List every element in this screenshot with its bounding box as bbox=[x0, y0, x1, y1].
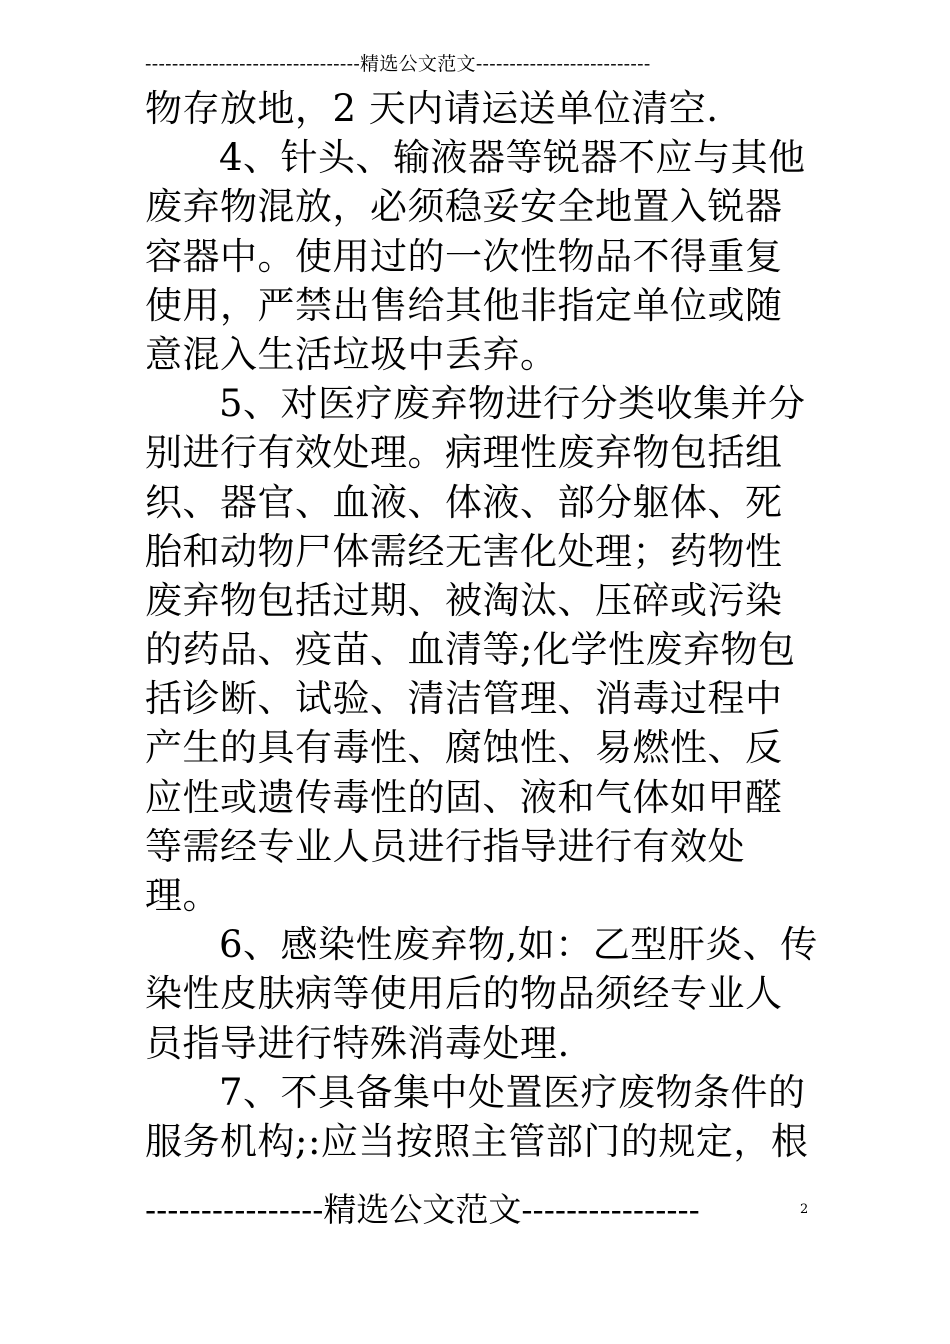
text-line: 产生的具有毒性、腐蚀性、易燃性、反 bbox=[145, 726, 783, 770]
text-line: 物存放地，2 天内请运送单位清空. bbox=[145, 87, 719, 130]
text-line: 服务机构;:应当按照主管部门的规定，根 bbox=[145, 1119, 809, 1163]
text-line: 染性皮肤病等使用后的物品须经专业人 bbox=[145, 972, 783, 1016]
paragraph-start-line: 6、感染性废弃物,如：乙型肝炎、传 bbox=[219, 923, 818, 967]
paragraph-start-line: 7、不具备集中处置医疗废物条件的 bbox=[219, 1070, 806, 1114]
text-line: 应性或遗传毒性的固、液和气体如甲醛 bbox=[145, 775, 783, 819]
paragraph-start-line: 4、针头、输液器等锐器不应与其他 bbox=[219, 136, 806, 180]
page-header: --------------------------------精选公文范文-------------------------- bbox=[145, 53, 651, 75]
text-line: 容器中。使用过的一次性物品不得重复 bbox=[145, 234, 783, 278]
page-footer: ----------------精选公文范文---------------- bbox=[145, 1190, 700, 1229]
text-line: 括诊断、试验、清洁管理、消毒过程中 bbox=[145, 677, 783, 721]
paragraph-start-line: 5、对医疗废弃物进行分类收集并分 bbox=[219, 382, 806, 426]
text-line: 别进行有效处理。病理性废弃物包括组 bbox=[145, 431, 783, 475]
document-body bbox=[145, 84, 825, 1166]
text-line: 意混入生活垃圾中丢弃。 bbox=[145, 332, 558, 376]
text-line: 废弃物混放，必须稳妥安全地置入锐器 bbox=[145, 185, 783, 229]
text-line: 胎和动物尸体需经无害化处理；药物性 bbox=[145, 529, 783, 573]
text-line: 使用，严禁出售给其他非指定单位或随 bbox=[145, 283, 783, 327]
text-line: 等需经专业人员进行指导进行有效处 bbox=[145, 824, 745, 868]
text-line: 织、器官、血液、体液、部分躯体、死 bbox=[145, 480, 783, 524]
text-line: 废弃物包括过期、被淘汰、压碎或污染 bbox=[145, 578, 783, 622]
page-number: 2 bbox=[800, 1202, 809, 1217]
text-line: 员指导进行特殊消毒处理. bbox=[145, 1021, 570, 1065]
text-line: 的药品、疫苗、血清等;化学性废弃物包 bbox=[145, 628, 796, 672]
text-line: 理。 bbox=[145, 874, 220, 917]
